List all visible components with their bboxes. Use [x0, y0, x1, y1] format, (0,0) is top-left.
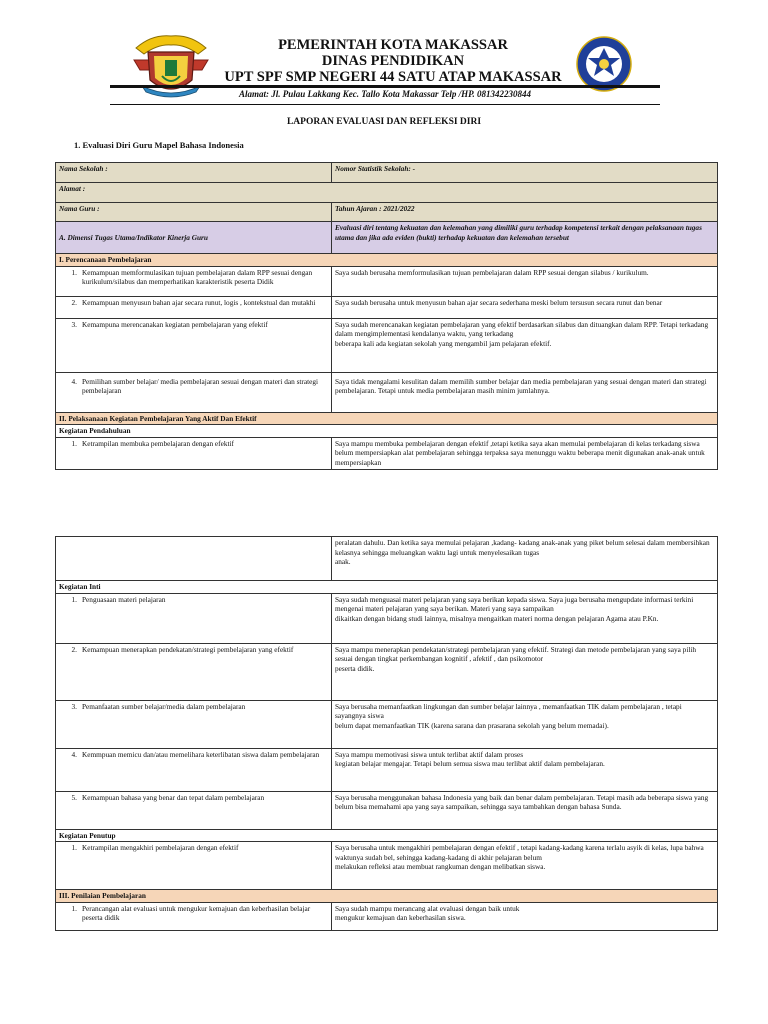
item-number: 1. [71, 843, 77, 852]
item-number: 2. [71, 644, 77, 654]
item-evaluation-part1: Saya sudah menguasai materi pelajaran yang saya berikan kepada siswa. Saya juga berusaha mengupdate informasi terkini mengenai materi pelajaran yang saya berikan. Materi yang saya sampaikan [335, 594, 694, 613]
letterhead [210, 37, 576, 85]
table-row [56, 700, 718, 748]
table-row [56, 593, 718, 643]
year-label: Tahun Ajaran : 2021/2022 [332, 203, 718, 222]
item-evaluation-part1: Saya tidak mengalami kesulitan dalam memilih sumber belajar dan media pembelajaran yang sesuai dengan materi dan strategi [335, 376, 707, 386]
item-indicator: Kemampuan menerapkan pendekatan/strategi pembelajaran yang efektif [82, 644, 294, 654]
table-row [56, 902, 718, 930]
subsection-row-core [56, 581, 718, 594]
item-indicator: Kemampuan bahasa yang benar dan tepat dalam pembelajaran [82, 792, 265, 802]
table-row [56, 643, 718, 700]
item-indicator: Pemanfaatan sumber belajar/media dalam pembelajaran [82, 701, 246, 711]
item-evaluation-part2: beberapa kali ada kegiatan sekolah yang mengambil jam pelajaran efektif. [335, 338, 552, 348]
item-number: 3. [71, 701, 77, 711]
item-evaluation-part2: mengukur kemajuan dan keberhasilan siswa. [335, 913, 466, 922]
item-number: 1. [71, 594, 77, 604]
item-indicator: Kemmpuan memicu dan/atau memelihara keterlibatan siswa dalam pembelajaran [82, 749, 320, 759]
item-evaluation-part2: kegiatan belajar mengajar. Tetapi belum semua siswa mau terlibat aktif dalam pembelajaran. [335, 759, 605, 768]
item-evaluation-part1: Saya mampu memotivasi siswa untuk terlibat aktif dalam proses [335, 749, 524, 759]
section-implementation-label: II. Pelaksanaan Kegiatan Pembelajaran Yang Aktif Dan Efektif [56, 412, 718, 425]
item-indicator: Kemampuna merencanakan kegiatan pembelajaran yang efektif [82, 319, 268, 329]
item-number: 4. [71, 749, 77, 759]
item-indicator: Penguasaan materi pelajaran [82, 594, 166, 604]
school-stat-label: Nomor Statistik Sekolah: - [332, 163, 718, 183]
item-evaluation-part2: belum dapat memanfaatkan TIK (karena sarana dan prasarana sekolah yang belum memadai). [335, 720, 609, 730]
table-row [56, 266, 718, 296]
info-row-address [56, 183, 718, 203]
header-department: DINAS PENDIDIKAN [321, 53, 465, 69]
section-row-implementation [56, 412, 718, 425]
item-number: 3. [71, 319, 77, 329]
item-indicator: Kemampuan memformulasikan tujuan pembelajaran dalam RPP sesuai dengan kurikulum/silabus dan memperhatikan karakteristik peserta Didik [82, 267, 313, 286]
table-row [56, 537, 718, 581]
item-evaluation-part2: melakukan refleksi atau membuat rangkuman dengan melibatkan siswa. [335, 862, 546, 871]
item-number: 1. [71, 438, 77, 448]
section-row-assessment [56, 890, 718, 903]
table-row [56, 318, 718, 372]
item-evaluation-part2: pembelajaran. Tetapi untuk media pembelajaran masih minim jumlahnya. [335, 386, 550, 395]
item-evaluation-part1: Saya berusaha untuk mengakhiri pembelajaran dengan efektif , tetapi kadang-kadang karena terlalu asyik di kelas, lupa bahwa waktunya sudah bel, sehingga kadang-kadang di akhir pelajaran belum [335, 843, 704, 862]
table-row [56, 372, 718, 412]
header-school: UPT SPF SMP NEGERI 44 SATU ATAP MAKASSAR [224, 69, 562, 85]
table-row [56, 748, 718, 791]
header-divider-thick [110, 85, 660, 88]
item-evaluation: Saya berusaha menggunakan bahasa Indonesia yang baik dan benar dalam pembelajaran. Tetapi masih ada beberapa siswa yang belum bisa memahami apa yang saya sampaikan, sehingga saya tambahkan dengan bahasa Sunda. [332, 791, 718, 829]
subsection-row-closing [56, 829, 718, 842]
item-evaluation-part2: peserta didik. [335, 663, 375, 673]
empty-cell [56, 537, 332, 581]
subsection-row-intro [56, 425, 718, 438]
item-evaluation-part1: Saya mampu menerapkan pendekatan/strategi pembelajaran yang efektif. Strategi dan metode pembelajaran yang saya pilih sesuai dengan tingkat perkembangan kognitif , afektif , dan psikomotor [335, 644, 697, 663]
report-title: LAPORAN EVALUASI DAN REFLEKSI DIRI [286, 117, 482, 127]
item-evaluation-part1: Saya sudah merencanakan kegiatan pembelajaran yang efektif berdasarkan silabus dan dituangkan dalam RPP. Tetapi terkadang dalam mengimplementasi kendalanya waktu, yang terkadang [335, 319, 709, 338]
tut-wuri-handayani-logo [576, 36, 632, 92]
item-number: 1. [71, 903, 77, 913]
dimension-header-row [56, 222, 718, 254]
subsection-intro-label: Kegiatan Pendahuluan [56, 425, 718, 438]
subsection-core-label: Kegiatan Inti [56, 581, 718, 594]
table-row [56, 296, 718, 318]
section-row-planning [56, 254, 718, 267]
item-evaluation: Saya sudah berusaha untuk menyusun bahan ajar secara sederhana meski belum tersusun secara runut dan benar [332, 296, 718, 318]
item-number: 5. [71, 792, 77, 802]
section-assessment-label: III. Penilaian Pembelajaran [56, 890, 718, 903]
table-row [56, 437, 718, 469]
table-row [56, 842, 718, 890]
item-number: 1. [71, 267, 77, 277]
item-evaluation-part1: Saya berusaha memanfaatkan lingkungan dan sumber belajar lainnya , memanfaatkan TIK dalam pembelajaran , tetapi sayangnya siswa [335, 701, 682, 720]
item-evaluation-part2: anak. [335, 557, 351, 566]
info-row-teacher [56, 203, 718, 222]
header-government: PEMERINTAH KOTA MAKASSAR [278, 37, 508, 53]
item-indicator: Pemilihan sumber belajar/ media pembelajaran sesuai dengan materi dan strategi pembelajaran [82, 376, 319, 395]
evaluation-table-page-2 [55, 536, 718, 931]
school-name-label: Nama Sekolah : [56, 163, 332, 183]
item-evaluation: Saya sudah berusaha memformulasikan tujuan pembelajaran dalam RPP sesuai dengan silabus / kurikulum. [332, 266, 718, 296]
section-planning-label: I. Perencanaan Pembelajaran [56, 254, 718, 267]
item-indicator: Ketrampilan mengakhiri pembelajaran dengan efektif [82, 843, 239, 852]
item-evaluation-part1: Saya sudah mampu merancang alat evaluasi dengan baik untuk [335, 903, 520, 913]
header-divider-thin [110, 104, 660, 105]
address-label: Alamat : [56, 183, 718, 203]
dimension-header-left: A. Dimensi Tugas Utama/Indikator Kinerja Guru [56, 222, 332, 254]
section-heading: 1. Evaluasi Diri Guru Mapel Bahasa Indonesia [74, 140, 244, 150]
item-number: 2. [71, 297, 77, 307]
subsection-closing-label: Kegiatan Penutup [56, 829, 718, 842]
item-evaluation-part2: dikaitkan dengan bidang studi lainnya, misalnya mengaitkan materi norma dengan pelajaran Agama atau P.Kn. [335, 613, 659, 623]
item-evaluation-part1: peralatan dahulu. Dan ketika saya memulai pelajaran ,kadang- kadang anak-anak yang piket belum selesai dalam membersihkan kelasnya sehingga meluangkan waktu lagi untuk menyelesaikan tugas [335, 538, 710, 557]
item-indicator: Perancangan alat evaluasi untuk mengukur kemajuan dan keberhasilan belajar peserta didik [82, 903, 311, 922]
item-indicator: Ketrampilan membuka pembelajaran dengan efektif [82, 438, 234, 448]
header-address: Alamat: Jl. Pulau Lakkang Kec. Tallo Kota Makassar Telp /HP. 081342230844 [239, 89, 531, 99]
table-row [56, 791, 718, 829]
info-row-school [56, 163, 718, 183]
dimension-header-right: Evaluasi diri tentang kekuatan dan kelemahan yang dimiliki guru terhadap kompetensi terkait dengan pelaksanaan tugas utama dan jika ada eviden (bukti) terhadap kekuatan dan kelemahan tersebut [332, 222, 718, 254]
evaluation-table-page-1 [55, 162, 718, 470]
teacher-label: Nama Guru : [56, 203, 332, 222]
item-number: 4. [71, 376, 77, 386]
item-indicator: Kemampuan menyusun bahan ajar secara runut, logis , kontekstual dan mutakhi [82, 297, 316, 307]
item-evaluation: Saya mampu membuka pembelajaran dengan efektif ,tetapi ketika saya akan memulai pembelajaran di kelas terkadang siswa belum mempersiapkan alat pembelajaran sehingga terpaksa saya menunggu waktu beberapa menit digunakan anak-anak untuk mempersiapkan [332, 437, 718, 469]
